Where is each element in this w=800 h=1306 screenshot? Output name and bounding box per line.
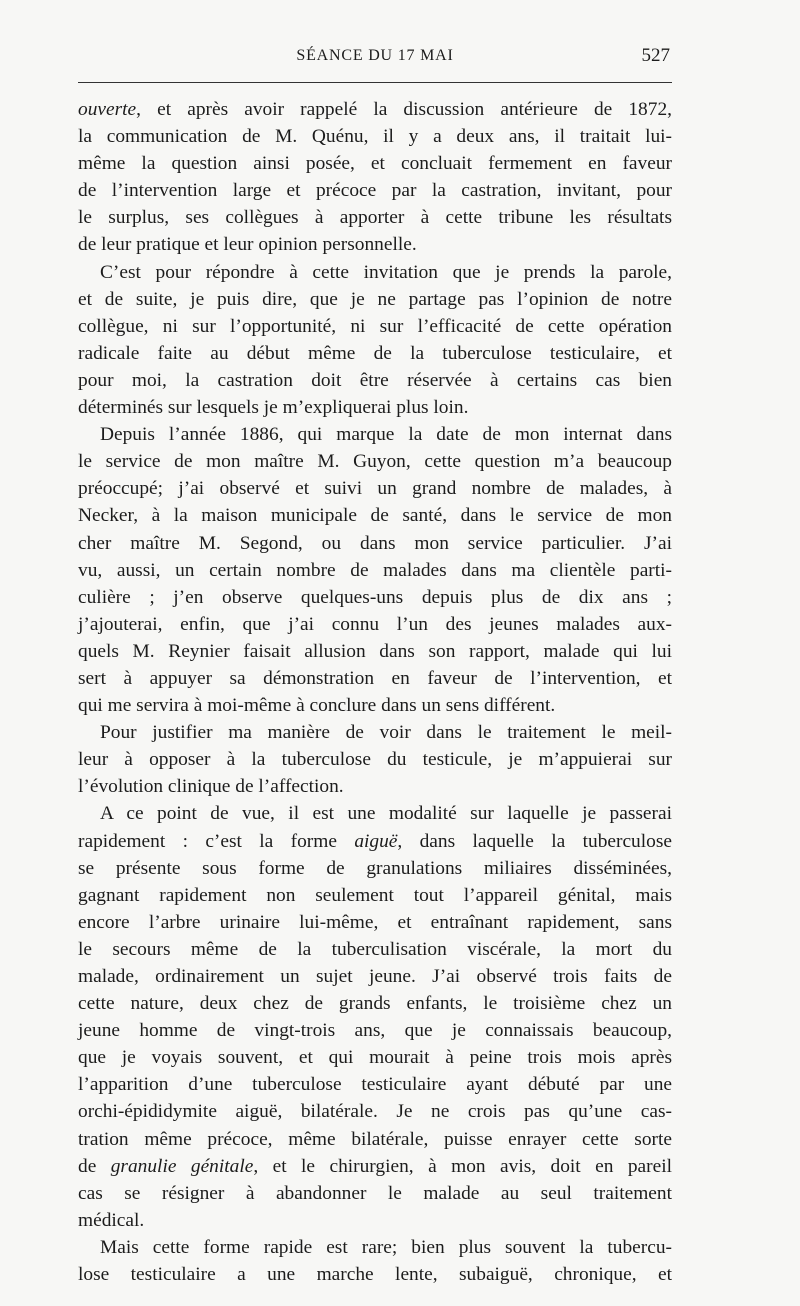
text-line [78, 1153, 672, 1180]
text-run: collègue, ni sur l’opportunité, ni sur l’efficacité de cette opération [78, 315, 672, 337]
text-run: le service de mon maître M. Guyon, cette question m’a beaucoup [78, 451, 672, 473]
text-line [78, 1126, 672, 1153]
text-run: sert à appuyer sa démonstration en faveur de l’intervention, et [78, 667, 672, 689]
text-run: cas se résigner à abandonner le malade au seul traitement [78, 1182, 672, 1204]
text-line [78, 259, 672, 286]
text-line [78, 1234, 672, 1261]
text-line [78, 475, 672, 502]
text-line [78, 340, 672, 367]
text-run: pour moi, la castration doit être réservée à certains cas bien [78, 369, 672, 391]
text-run: culière ; j’en observe quelques-uns depuis plus de dix ans ; [78, 586, 672, 608]
text-line [78, 1180, 672, 1207]
text-line [78, 123, 672, 150]
text-line [78, 855, 672, 882]
text-line [78, 1261, 672, 1288]
text-run: jeune homme de vingt-trois ans, que je connaissais beaucoup, [78, 1020, 672, 1042]
paragraph [78, 800, 672, 1234]
paragraph [78, 259, 672, 422]
text-line [78, 828, 672, 855]
text-line [78, 638, 672, 665]
text-run: Pour justifier ma manière de voir dans le traitement le meil- [100, 722, 672, 744]
text-run: malade, ordinairement un sujet jeune. J’ai observé trois faits de [78, 966, 672, 987]
text-run: C’est pour répondre à cette invitation que je prends la parole, [100, 261, 672, 283]
text-run: médical. [78, 1209, 145, 1231]
text-line [78, 692, 672, 719]
paragraph [78, 1234, 672, 1288]
text-run: préoccupé; j’ai observé et suivi un grand nombre de malades, à [78, 478, 672, 500]
text-run: de l’intervention large et précoce par la castration, invitant, pour [78, 180, 672, 202]
text-run: Necker, à la maison municipale de santé, dans le service de mon [78, 505, 672, 527]
text-line [78, 367, 672, 394]
text-line [78, 584, 672, 611]
text-run: de [78, 1155, 111, 1177]
text-run: le secours même de la tuberculisation viscérale, la mort du [78, 938, 672, 960]
text-run: le surplus, ses collègues à apporter à cette tribune les résultats [78, 207, 672, 229]
text-line [78, 936, 672, 963]
paragraph [78, 96, 672, 259]
text-run: de leur pratique et leur opinion personnelle. [78, 234, 417, 256]
text-line [78, 394, 672, 421]
text-run: cher maître M. Segond, ou dans mon service particulier. J’ai [78, 532, 672, 554]
text-line [78, 150, 672, 177]
text-run: rapidement : c’est la forme [78, 830, 355, 852]
text-line [78, 1098, 672, 1125]
text-run: déterminés sur lesquels je m’expliquerai plus loin. [78, 397, 469, 419]
text-run: , et après avoir rappelé la discussion antérieure de 1872, [136, 99, 672, 120]
text-line [78, 286, 672, 313]
text-line [78, 611, 672, 638]
text-run: quels M. Reynier faisait allusion dans son rapport, malade qui lui [78, 640, 672, 662]
text-run: , dans laquelle la tuberculose [397, 830, 672, 852]
text-line [78, 177, 672, 204]
text-run: la communication de M. Quénu, il y a deux ans, il traitait lui- [78, 126, 672, 148]
text-line [78, 990, 672, 1017]
text-line [78, 448, 672, 475]
text-line [78, 963, 672, 990]
text-run: radicale faite au début même de la tuberculose testiculaire, et [78, 342, 672, 364]
text-run: que je voyais souvent, et qui mourait à peine trois mois après [78, 1047, 672, 1069]
text-run: se présente sous forme de granulations miliaires disséminées, [78, 857, 672, 879]
text-line [78, 204, 672, 231]
italic-text: granulie génitale [110, 1155, 254, 1177]
text-line [78, 665, 672, 692]
text-line [78, 502, 672, 529]
body-text [78, 96, 672, 1288]
text-run: lose testiculaire a une marche lente, subaiguë, chronique, et [78, 1264, 672, 1286]
page-number: 527 [641, 45, 670, 66]
text-line [78, 530, 672, 557]
paragraph [78, 719, 672, 800]
text-line [78, 773, 672, 800]
paragraph [78, 421, 672, 719]
text-line [78, 313, 672, 340]
text-run: , et le chirurgien, à mon avis, doit en pareil [253, 1155, 672, 1177]
text-line [78, 1017, 672, 1044]
text-line [78, 719, 672, 746]
text-line [78, 909, 672, 936]
text-run: tration même précoce, même bilatérale, puisse enrayer cette sorte [78, 1128, 672, 1150]
text-line [78, 231, 672, 258]
text-run: Depuis l’année 1886, qui marque la date de mon internat dans [100, 424, 672, 446]
text-run: vu, aussi, un certain nombre de malades dans ma clientèle parti- [78, 559, 672, 581]
text-line [78, 96, 672, 123]
text-run: cette nature, deux chez de grands enfants, le troisième chez un [78, 993, 672, 1015]
running-title: SÉANCE DU 17 MAI [296, 47, 454, 64]
text-run: l’apparition d’une tuberculose testiculaire ayant débuté par une [78, 1074, 672, 1096]
text-run: encore l’arbre urinaire lui-même, et entraînant rapidement, sans [78, 911, 672, 933]
running-head [78, 44, 672, 72]
text-line [78, 421, 672, 448]
text-run: orchi-épididymite aiguë, bilatérale. Je ne crois pas qu’une cas- [78, 1101, 672, 1123]
text-run: l’évolution clinique de l’affection. [78, 776, 344, 798]
text-run: A ce point de vue, il est une modalité sur laquelle je passerai [100, 803, 672, 825]
italic-text: aiguë [354, 830, 398, 852]
text-run: leur à opposer à la tuberculose du testicule, je m’appuierai sur [78, 749, 672, 771]
text-line [78, 1207, 672, 1234]
text-line [78, 800, 672, 827]
header-rule [78, 82, 672, 83]
text-line [78, 746, 672, 773]
text-run: même la question ainsi posée, et concluait fermement en faveur [78, 153, 672, 175]
text-line [78, 1071, 672, 1098]
text-run: Mais cette forme rapide est rare; bien plus souvent la tubercu- [100, 1236, 672, 1258]
text-line [78, 557, 672, 584]
text-line [78, 882, 672, 909]
text-run: gagnant rapidement non seulement tout l’appareil génital, mais [78, 884, 672, 906]
text-run: j’ajouterai, enfin, que j’ai connu l’un des jeunes malades aux- [78, 613, 672, 635]
text-line [78, 1044, 672, 1071]
text-run: qui me servira à moi-même à conclure dans un sens différent. [78, 695, 556, 717]
text-run: et de suite, je puis dire, que je ne partage pas l’opinion de notre [78, 288, 672, 310]
italic-text: ouverte [78, 99, 137, 120]
